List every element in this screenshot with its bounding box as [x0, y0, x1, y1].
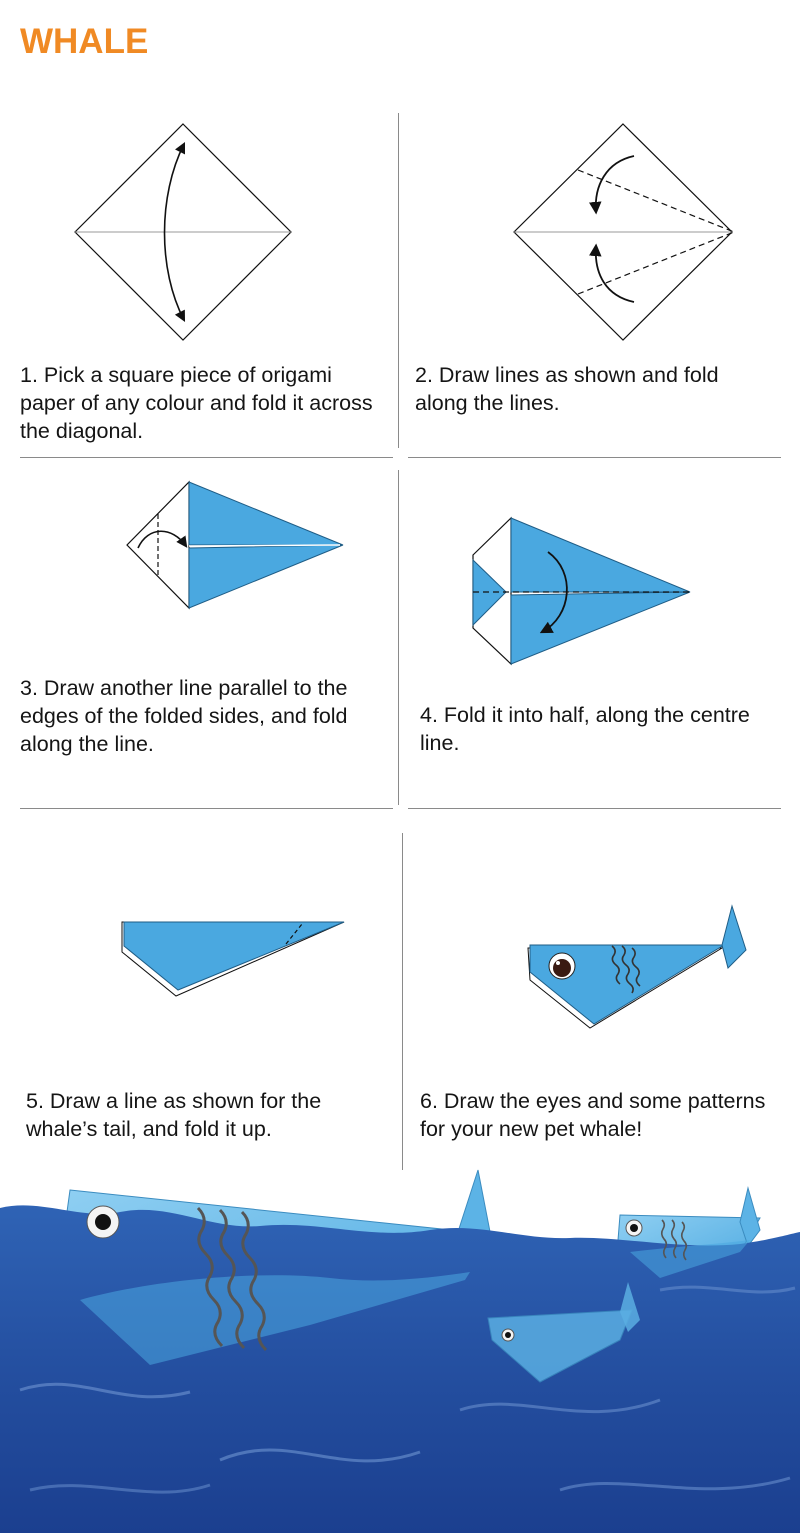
- step-3-caption: 3. Draw another line parallel to the edges of the folded sides, and fold along the line.: [20, 676, 348, 756]
- step-4-caption: 4. Fold it into half, along the centre line.: [420, 703, 750, 755]
- whale-tail-blue: [722, 906, 746, 968]
- big-whale-pupil: [95, 1214, 111, 1230]
- step-1-caption: 1. Pick a square piece of origami paper of any colour and fold it across the diagonal.: [20, 363, 373, 443]
- whale-eye-shine: [556, 961, 560, 965]
- step-5-caption: 5. Draw a line as shown for the whale’s tail, and fold it up.: [26, 1089, 322, 1141]
- whales-in-sea-photo: [0, 1160, 800, 1533]
- step-2-caption: 2. Draw lines as shown and fold along the lines.: [415, 363, 719, 415]
- whale-pupil: [553, 959, 571, 977]
- step-6-caption: 6. Draw the eyes and some patterns for your new pet whale!: [420, 1089, 766, 1141]
- page-title: WHALE: [20, 22, 149, 61]
- small-whale-pupil: [505, 1332, 511, 1338]
- medium-whale-pupil: [630, 1224, 638, 1232]
